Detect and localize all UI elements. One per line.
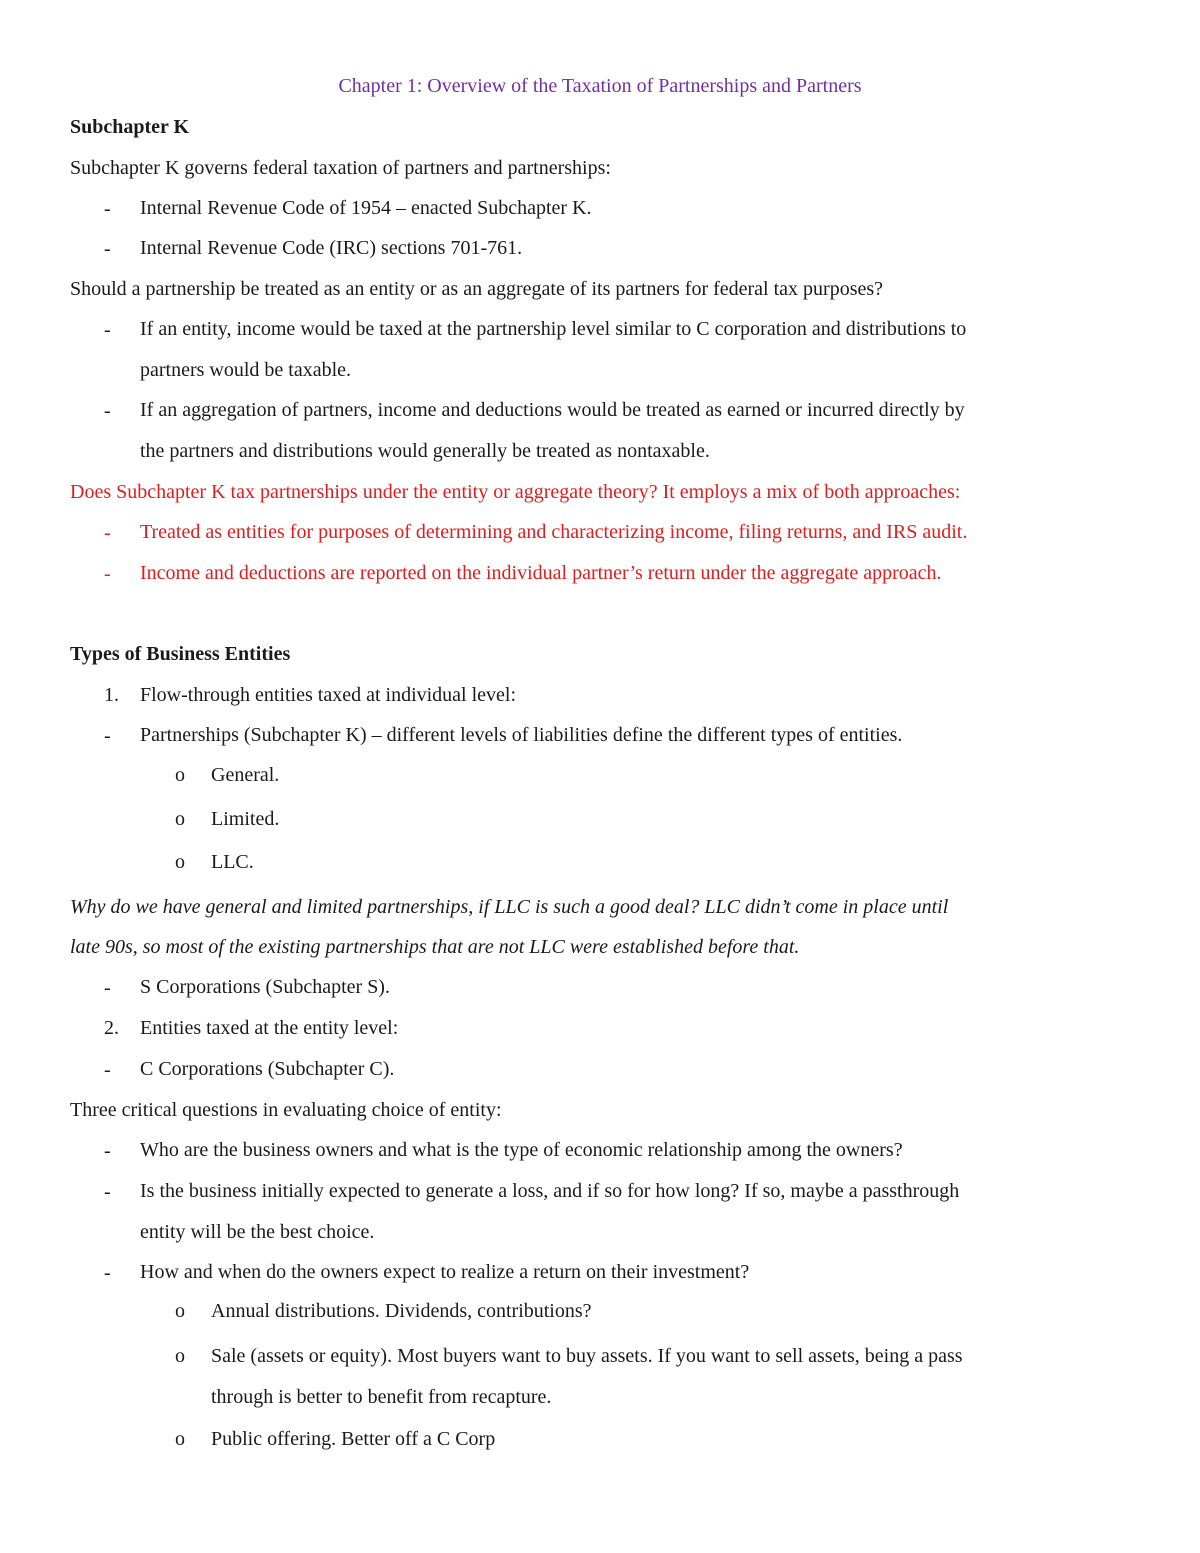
- dash-bullet-marker: -: [104, 1140, 111, 1162]
- item-flow-through: Flow-through entities taxed at individual level:: [140, 684, 517, 706]
- bullet-return: How and when do the owners expect to realize a return on their investment?: [140, 1261, 750, 1283]
- red-bullet-entities: Treated as entities for purposes of determining and characterizing income, filing returns, and IRS audit.: [140, 521, 968, 543]
- bullet-entity-line2: partners would be taxable.: [140, 359, 352, 381]
- italic-note-line1: Why do we have general and limited partnerships, if LLC is such a good deal? LLC didn’t come in place until: [70, 896, 949, 918]
- circle-bullet-marker: o: [175, 851, 185, 873]
- bullet-aggregate-line2: the partners and distributions would generally be treated as nontaxable.: [140, 440, 710, 462]
- dash-bullet-marker: -: [104, 1262, 111, 1284]
- sub-bullet-public-offering: Public offering. Better off a C Corp: [211, 1428, 496, 1450]
- italic-note-line2: late 90s, so most of the existing partnerships that are not LLC were established before that.: [70, 936, 800, 958]
- sub-bullet-general: General.: [211, 764, 280, 786]
- circle-bullet-marker: o: [175, 1428, 185, 1450]
- heading-subchapter-k: Subchapter K: [70, 116, 190, 138]
- circle-bullet-marker: o: [175, 1300, 185, 1322]
- dash-bullet-marker: -: [104, 319, 111, 341]
- sub-bullet-sale-line1: Sale (assets or equity). Most buyers want to buy assets. If you want to sell assets, being a pass: [211, 1345, 963, 1367]
- bullet-owners: Who are the business owners and what is the type of economic relationship among the owners?: [140, 1139, 903, 1161]
- dash-bullet-marker: -: [104, 400, 111, 422]
- circle-bullet-marker: o: [175, 1345, 185, 1367]
- dash-bullet-marker: -: [104, 977, 111, 999]
- number-marker-2: 2.: [104, 1017, 119, 1039]
- paragraph-entity-question: Should a partnership be treated as an entity or as an aggregate of its partners for federal tax purposes?: [70, 278, 884, 300]
- bullet-entity-line1: If an entity, income would be taxed at the partnership level similar to C corporation and distributions to: [140, 318, 967, 340]
- dash-bullet-marker: -: [104, 725, 111, 747]
- dash-bullet-marker: -: [104, 238, 111, 260]
- item-entity-level: Entities taxed at the entity level:: [140, 1017, 399, 1039]
- bullet-c-corporations: C Corporations (Subchapter C).: [140, 1058, 395, 1080]
- page-title: Chapter 1: Overview of the Taxation of Partnerships and Partners: [338, 75, 862, 97]
- bullet-partnerships: Partnerships (Subchapter K) – different levels of liabilities define the different types of entities.: [140, 724, 903, 746]
- sub-bullet-sale-line2: through is better to benefit from recapture.: [211, 1386, 552, 1408]
- paragraph-three-questions: Three critical questions in evaluating choice of entity:: [70, 1099, 502, 1121]
- bullet-s-corporations: S Corporations (Subchapter S).: [140, 976, 390, 998]
- dash-bullet-marker: -: [104, 563, 111, 585]
- number-marker-1: 1.: [104, 684, 119, 706]
- sub-bullet-limited: Limited.: [211, 808, 280, 830]
- circle-bullet-marker: o: [175, 764, 185, 786]
- heading-business-entities: Types of Business Entities: [70, 643, 291, 665]
- dash-bullet-marker: -: [104, 1181, 111, 1203]
- bullet-loss-line1: Is the business initially expected to generate a loss, and if so for how long? If so, maybe a passthrough: [140, 1180, 960, 1202]
- bullet-irc-1954: Internal Revenue Code of 1954 – enacted Subchapter K.: [140, 197, 592, 219]
- red-bullet-aggregate: Income and deductions are reported on the individual partner’s return under the aggregate approach.: [140, 562, 942, 584]
- dash-bullet-marker: -: [104, 198, 111, 220]
- bullet-loss-line2: entity will be the best choice.: [140, 1221, 375, 1243]
- bullet-irc-sections: Internal Revenue Code (IRC) sections 701-761.: [140, 237, 523, 259]
- dash-bullet-marker: -: [104, 1059, 111, 1081]
- sub-bullet-llc: LLC.: [211, 851, 254, 873]
- paragraph-intro: Subchapter K governs federal taxation of partners and partnerships:: [70, 157, 611, 179]
- circle-bullet-marker: o: [175, 808, 185, 830]
- sub-bullet-annual-distributions: Annual distributions. Dividends, contributions?: [211, 1300, 592, 1322]
- bullet-aggregate-line1: If an aggregation of partners, income and deductions would be treated as earned or incurred directly by: [140, 399, 965, 421]
- dash-bullet-marker: -: [104, 522, 111, 544]
- red-question: Does Subchapter K tax partnerships under the entity or aggregate theory? It employs a mix of both approaches:: [70, 481, 961, 503]
